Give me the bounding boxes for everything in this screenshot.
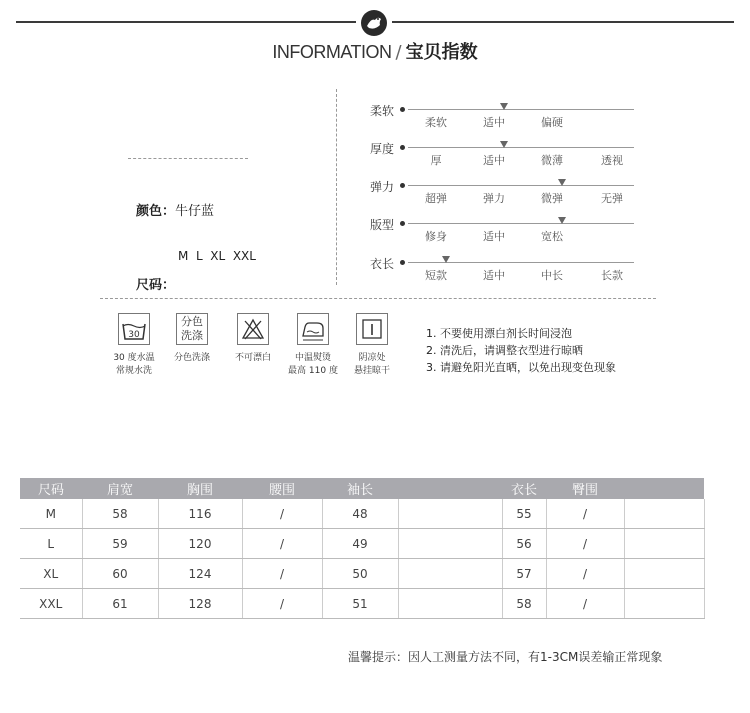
- table-cell: 48: [322, 499, 398, 529]
- table-cell: [398, 529, 502, 559]
- table-cell: 50: [322, 559, 398, 589]
- care-caption-separate: 分色洗涤: [173, 353, 210, 363]
- table-cell: 55: [502, 499, 546, 529]
- property-track: [408, 147, 634, 148]
- size-table: [20, 478, 705, 619]
- iron-medium-icon: [297, 313, 329, 345]
- table-cell: M: [20, 499, 82, 529]
- property-option: 弹力: [483, 192, 505, 205]
- property-marker: [442, 256, 450, 263]
- table-cell: 58: [502, 589, 546, 619]
- table-cell: 116: [158, 499, 242, 529]
- property-dot: [400, 145, 405, 150]
- header-shoulder: 肩宽: [82, 478, 158, 499]
- table-cell: 58: [82, 499, 158, 529]
- color-value: 牛仔蓝: [175, 204, 215, 219]
- table-cell: /: [546, 559, 624, 589]
- table-cell: /: [242, 559, 322, 589]
- table-cell: /: [546, 499, 624, 529]
- table-cell: [624, 529, 704, 559]
- table-cell: 120: [158, 529, 242, 559]
- property-dot: [400, 107, 405, 112]
- property-option: 长款: [601, 269, 623, 282]
- table-cell: /: [242, 589, 322, 619]
- property-marker: [500, 103, 508, 110]
- care-caption-dry: 阴凉处 悬挂晾干: [353, 353, 390, 376]
- color-info: [136, 200, 214, 219]
- property-dot: [400, 183, 405, 188]
- table-cell: 57: [502, 559, 546, 589]
- property-label: 弹力: [369, 180, 394, 194]
- separate-wash-text-2: 洗涤: [181, 329, 203, 342]
- property-marker: [558, 179, 566, 186]
- table-cell: [398, 499, 502, 529]
- property-option: 偏硬: [541, 116, 563, 129]
- measurement-tip: 温馨提示：因人工测量方法不同，有1-3CM误差输正常现象: [348, 650, 663, 664]
- header-waist: 腰围: [242, 478, 322, 499]
- table-cell: 61: [82, 589, 158, 619]
- property-track: [408, 223, 634, 224]
- care-note-3: 3. 请避免阳光直晒，以免出现变色现象: [426, 361, 616, 374]
- property-option: 适中: [483, 269, 505, 282]
- property-marker: [500, 141, 508, 148]
- table-cell: 56: [502, 529, 546, 559]
- left-divider: [128, 158, 248, 159]
- property-option: 短款: [425, 269, 447, 282]
- care-note-1: 1. 不要使用漂白剂长时间浸泡: [426, 327, 572, 340]
- property-option: 中长: [541, 269, 563, 282]
- property-label: 柔软: [369, 104, 394, 118]
- table-cell: [398, 589, 502, 619]
- vertical-divider: [336, 89, 337, 285]
- property-option: 无弹: [601, 192, 623, 205]
- table-row: [20, 559, 704, 589]
- header-rule-left: [16, 21, 356, 23]
- no-bleach-icon: [237, 313, 269, 345]
- table-cell: 59: [82, 529, 158, 559]
- size-label: 尺码：: [136, 278, 176, 293]
- table-row: [20, 499, 704, 529]
- color-label: 颜色：: [136, 204, 176, 219]
- table-cell: XXL: [20, 589, 82, 619]
- property-option: 适中: [483, 154, 505, 167]
- brand-logo-icon: [359, 8, 389, 38]
- property-option: 适中: [483, 230, 505, 243]
- section-divider: [100, 298, 656, 299]
- property-dot: [400, 260, 405, 265]
- table-cell: [624, 499, 704, 529]
- table-cell: [398, 559, 502, 589]
- property-dot: [400, 221, 405, 226]
- shade-dry-icon: [356, 313, 388, 345]
- separate-wash-icon: [176, 313, 208, 345]
- care-caption-iron: 中温熨烫 最高 110 度: [288, 353, 338, 376]
- property-option: 柔软: [425, 116, 447, 129]
- care-caption-bleach: 不可漂白: [234, 353, 271, 363]
- property-option: 宽松: [541, 230, 563, 243]
- table-cell: /: [546, 529, 624, 559]
- header-blank-2: [624, 478, 704, 499]
- property-track: [408, 109, 634, 110]
- table-cell: L: [20, 529, 82, 559]
- table-cell: [624, 589, 704, 619]
- property-label: 衣长: [369, 257, 394, 271]
- property-label: 版型: [369, 218, 394, 232]
- property-label: 厚度: [369, 142, 394, 156]
- table-cell: /: [546, 589, 624, 619]
- table-row: [20, 529, 704, 559]
- table-cell: 49: [322, 529, 398, 559]
- title-english: INFORMATION: [272, 42, 392, 62]
- property-option: 适中: [483, 116, 505, 129]
- table-cell: 124: [158, 559, 242, 589]
- header-blank: [398, 478, 502, 499]
- header-rule-right: [392, 21, 734, 23]
- property-marker: [558, 217, 566, 224]
- property-option: 修身: [425, 230, 447, 243]
- property-option: 厚: [430, 154, 442, 167]
- header-chest: 胸围: [158, 478, 242, 499]
- wash-30-icon: [118, 313, 150, 345]
- section-title: [0, 38, 750, 64]
- property-track: [408, 185, 634, 186]
- property-option: 微薄: [541, 154, 563, 167]
- care-note-2: 2. 清洗后，请调整衣型进行晾晒: [426, 344, 583, 357]
- care-caption-wash: 30 度水温 常规水洗: [113, 353, 155, 376]
- property-option: 透视: [601, 154, 623, 167]
- table-cell: XL: [20, 559, 82, 589]
- table-cell: 60: [82, 559, 158, 589]
- header-length: 衣长: [502, 478, 546, 499]
- header-sleeve: 袖长: [322, 478, 398, 499]
- wash-temp-number: 30: [128, 330, 140, 340]
- size-table-header: [20, 478, 704, 499]
- property-option: 微弹: [541, 192, 563, 205]
- table-cell: /: [242, 529, 322, 559]
- sizes-list: M L XL XXL: [178, 249, 256, 263]
- title-chinese: 宝贝指数: [405, 42, 478, 63]
- property-option: 超弹: [425, 192, 447, 205]
- separate-wash-text-1: 分色: [181, 315, 203, 328]
- header-hip: 臀围: [546, 478, 624, 499]
- title-separator: /: [395, 42, 402, 63]
- table-cell: 128: [158, 589, 242, 619]
- table-cell: /: [242, 499, 322, 529]
- table-cell: [624, 559, 704, 589]
- table-row: [20, 589, 704, 619]
- header-size: 尺码: [20, 478, 82, 499]
- table-cell: 51: [322, 589, 398, 619]
